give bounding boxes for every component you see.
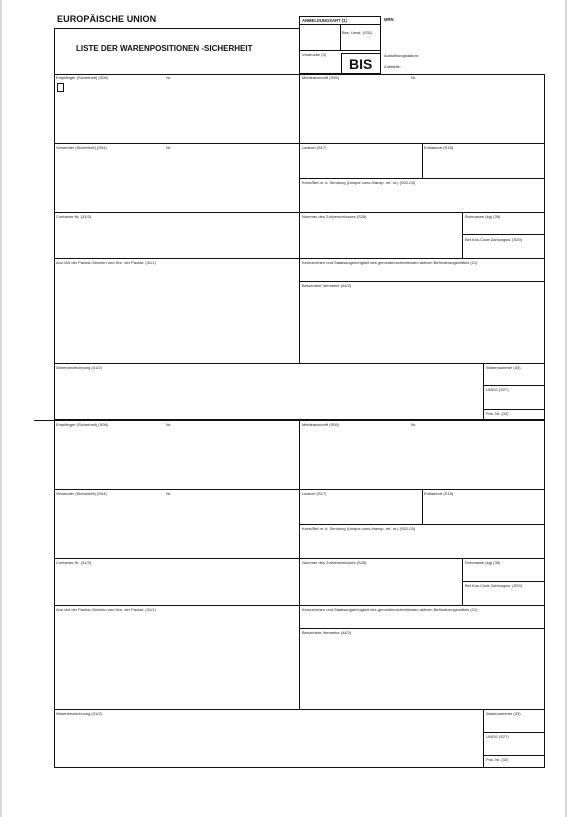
versender-label: Versender (Sicherheit) (S04) <box>56 491 107 496</box>
mrn-label: MRN <box>384 17 394 22</box>
warennummer-divider <box>483 709 484 768</box>
section-2-center-divider <box>299 420 300 709</box>
vermerke-label: Besondere Vermerke (44/2) <box>302 283 352 288</box>
undg-label: UNDG (S27) <box>486 387 509 392</box>
versender-label: Versender (Sicherheit) (S04) <box>56 145 107 150</box>
versender-nr-label: Nr. <box>166 145 172 150</box>
row-divider <box>483 732 545 733</box>
rohmasse-divider <box>462 212 463 258</box>
zollstelle-label: Zollstelle: <box>384 64 401 69</box>
row-divider <box>483 755 545 756</box>
ladeort-label: Ladeort (S17) <box>302 491 327 496</box>
empfaenger-label: Empfänger (Sicherheit) (S06) <box>56 75 109 80</box>
row-divider <box>54 363 545 364</box>
warenbezeichnung-label: Warenbezeichnung (31/2) <box>56 711 102 716</box>
section-1-center-divider <box>299 74 300 363</box>
header-left-border <box>54 28 55 74</box>
pos-nr-label: Pos. Nr. (32) <box>486 757 509 762</box>
vordrucke-divider <box>299 50 381 51</box>
kennzeichen-label: Kennzeichen und Staatszugehörigkeit des grenzüberschreitenden aktiven Beförderungsmittels (21) <box>302 607 478 612</box>
row-divider <box>54 489 545 490</box>
ladeort-label: Ladeort (S17) <box>302 145 327 150</box>
row-divider <box>483 409 545 410</box>
meldeanschrift-nr-label: Nr. <box>411 422 417 427</box>
entladeort-label: Entladeort (S18) <box>424 491 454 496</box>
container-label: Container Nr. (31/3) <box>56 214 92 219</box>
meldeanschrift-nr-label: Nr. <box>411 75 417 80</box>
meldeanschrift-label: Meldeanschrift (S05) <box>302 422 339 427</box>
header-line <box>54 28 299 29</box>
entladeort-label: Entladeort (S18) <box>424 145 454 150</box>
anmeldungsart-inner-divider <box>340 24 341 50</box>
row-divider <box>299 628 545 629</box>
row-divider <box>54 709 545 710</box>
union-title: EUROPÄISCHE UNION <box>57 14 157 24</box>
list-title: LISTE DER WARENPOSITIONEN -SICHERHEIT <box>76 44 253 53</box>
row-divider <box>54 558 545 559</box>
rohmasse-label: Rohmasse (kg) (35) <box>465 560 501 565</box>
ladeort-divider <box>422 489 423 524</box>
empfaenger-nr-label: Nr. <box>166 422 172 427</box>
row-divider <box>299 178 545 179</box>
row-divider <box>54 212 545 213</box>
row-divider <box>54 143 545 144</box>
row-divider <box>462 581 545 582</box>
vordrucke-label: Vordrucke (3) <box>302 52 327 57</box>
row-divider <box>483 385 545 386</box>
meldeanschrift-label: Meldeanschrift (S05) <box>302 75 339 80</box>
bis-text: BIS <box>349 56 373 72</box>
versender-nr-label: Nr. <box>166 491 172 496</box>
zollverschluss-label: Nummer des Zollverschlusses (S28) <box>302 214 367 219</box>
kennbef-label: Kenn/Bef.nr. d. Sendung (Unique cons./transp. ref. nr.) (S02-03) <box>302 526 416 531</box>
zollverschluss-label: Nummer des Zollverschlusses (S28) <box>302 560 367 565</box>
pos-nr-label: Pos. Nr. (32) <box>486 411 509 416</box>
packst-label: Anz./Art der Packst./Zeichen und Nrn. der Packst. (31/1) <box>56 607 156 612</box>
kennbef-label: Kenn/Bef.nr. d. Sendung (Unique cons./transp. ref. nr.) (S02-03) <box>302 180 416 185</box>
ausstellungsdatum-label: Ausstellungsdatum: <box>384 53 419 58</box>
empfaenger-label: Empfänger (Sicherheit) (S06) <box>56 422 109 427</box>
warennummer-label: Warennummer (33) <box>486 365 521 370</box>
row-divider <box>299 281 545 282</box>
rohmasse-label: Rohmasse (kg) (35) <box>465 214 501 219</box>
befkos-label: Bef.Kos.Code Zahlungsw. (S29) <box>465 237 522 242</box>
left-page-edge <box>0 0 2 817</box>
befkos-label: Bef.Kos.Code Zahlungsw. (S29) <box>465 583 522 588</box>
ladeort-divider <box>422 143 423 178</box>
row-divider <box>299 524 545 525</box>
row-divider <box>462 234 545 235</box>
empfaenger-checkbox[interactable] <box>57 83 64 92</box>
row-divider <box>54 258 545 259</box>
bes-umst-label: Bes. Umst. (S32) <box>342 30 373 35</box>
container-label: Container Nr. (31/3) <box>56 560 92 565</box>
warennummer-label: Warennummer (33) <box>486 711 521 716</box>
empfaenger-nr-label: Nr. <box>166 75 172 80</box>
packst-label: Anz./Art der Packst./Zeichen und Nrn. der Packst. (31/1) <box>56 260 156 265</box>
vermerke-label: Besondere Vermerke (44/2) <box>302 630 352 635</box>
kennzeichen-label: Kennzeichen und Staatszugehörigkeit des grenzüberschreitenden aktiven Beförderungsmittels (21) <box>302 260 478 265</box>
warenbezeichnung-label: Warenbezeichnung (31/2) <box>56 365 102 370</box>
warennummer-divider <box>483 363 484 420</box>
anmeldungsart-label: ANMELDUNGSART (1) <box>302 18 347 23</box>
undg-label: UNDG (S27) <box>486 734 509 739</box>
row-divider <box>54 605 545 606</box>
